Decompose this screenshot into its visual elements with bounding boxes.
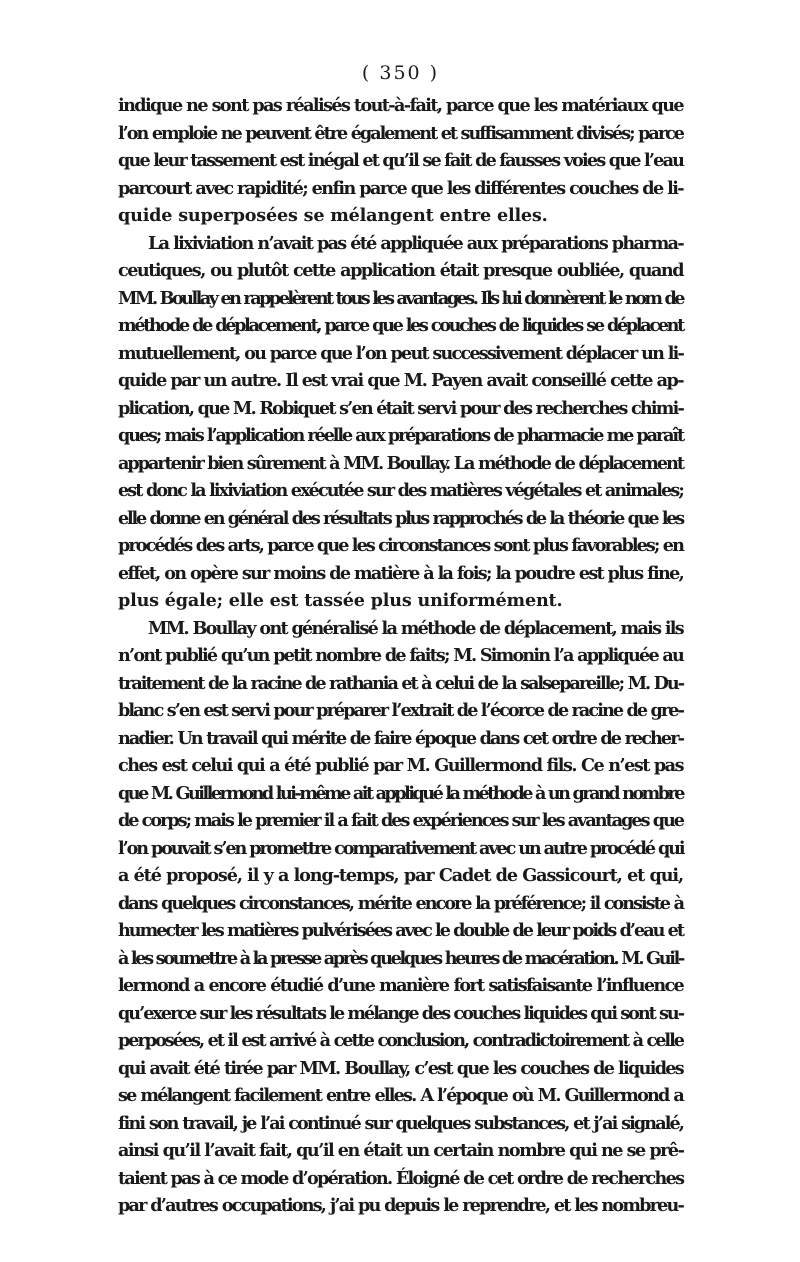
text-line: lermond a encore étudié d’une manière fort satisfaisante l’influence <box>118 975 683 996</box>
text-line: de corps; mais le premier il a fait des expériences sur les avantages que <box>118 810 683 831</box>
text-line: qu’exerce sur les résultats le mélange des couches liquides qui sont su- <box>118 1002 683 1024</box>
text-line: elle donne en général des résultats plus rapprochés de la théorie que les <box>118 507 683 529</box>
text-line: humecter les matières pulvérisées avec le double de leur poids d’eau et <box>118 920 683 941</box>
text-line: a été proposé, il y a long-temps, par Cadet de Gassicourt, et qui, <box>118 865 683 886</box>
text-line: l’on pouvait s’en promettre comparativement avec un autre procédé qui <box>118 837 684 859</box>
text-line: se mélangent facilement entre elles. A l’époque où M. Guillermond a <box>118 1085 683 1106</box>
text-line: MM. Boullay ont généralisé la méthode de déplacement, mais ils <box>148 617 683 639</box>
text-line: fini son travail, je l’ai continué sur quelques substances, et j’ai signalé, <box>118 1112 683 1134</box>
text-line: quide par un autre. Il est vrai que M. Payen avait conseillé cette ap- <box>118 370 684 391</box>
text-line: à les soumettre à la presse après quelques heures de macération. M. Guil- <box>118 947 684 969</box>
text-line: appartenir bien sûrement à MM. Boullay. La méthode de déplacement <box>118 452 683 474</box>
text-line: La lixiviation n’avait pas été appliquée aux préparations pharma- <box>148 232 683 254</box>
text-line: qui avait été tirée par MM. Boullay, c’est que les couches de liquides <box>118 1057 683 1079</box>
text-line: quide superposées se mélangent entre elles. <box>118 205 548 226</box>
text-line: ques; mais l’application réelle aux préparations de pharmacie me paraît <box>118 425 683 446</box>
text-line: taient pas à ce mode d’opération. Éloigné de cet ordre de recherches <box>118 1167 684 1189</box>
text-line: méthode de déplacement, parce que les couches de liquides se déplacent <box>118 315 683 336</box>
text-line: ainsi qu’il l’avait fait, qu’il en était un certain nombre qui ne se prê- <box>118 1140 684 1161</box>
text-line: indique ne sont pas réalisés tout-à-fait, parce que les matériaux que <box>118 95 683 116</box>
text-line: plus égale; elle est tassée plus uniformément. <box>118 590 563 611</box>
text-line: MM. Boullay en rappelèrent tous les avantages. Ils lui donnèrent le nom de <box>118 287 683 309</box>
text-line: dans quelques circonstances, mérite encore la préférence; il consiste à <box>118 892 683 914</box>
text-line: nadier. Un travail qui mérite de faire époque dans cet ordre de recher- <box>118 727 683 749</box>
text-line: est donc la lixiviation exécutée sur des matières végétales et animales; <box>118 480 683 501</box>
text-line: ceutiques, ou plutôt cette application était presque oubliée, quand <box>118 260 683 281</box>
text-line: ches est celui qui a été publié par M. Guillermond fils. Ce n’est pas <box>118 755 683 776</box>
text-line: plication, que M. Robiquet s’en était servi pour des recherches chimi- <box>118 397 683 419</box>
text-line: parcourt avec rapidité; enfin parce que les différentes couches de li- <box>118 177 683 199</box>
text-line: perposées, et il est arrivé à cette conclusion, contradictoirement à celle <box>118 1030 683 1051</box>
text-line: traitement de la racine de rathania et à celui de la salsepareille; M. Du- <box>118 672 683 694</box>
text-line: n’ont publié qu’un petit nombre de faits; M. Simonin l’a appliquée au <box>118 645 683 666</box>
text-line: que leur tassement est inégal et qu’il se fait de fausses voies que l’eau <box>118 150 684 171</box>
text-line: que M. Guillermond lui-même ait appliqué la méthode à un grand nombre <box>118 782 683 804</box>
book-page <box>118 58 683 1220</box>
page-number: ( 350 ) <box>361 62 440 84</box>
text-line: procédés des arts, parce que les circonstances sont plus favorables; en <box>118 535 683 556</box>
text-line: blanc s’en est servi pour préparer l’extrait de l’écorce de racine de gre- <box>118 700 683 721</box>
text-line: l’on emploie ne peuvent être également et suffisamment divisés; parce <box>118 122 683 144</box>
text-line: effet, on opère sur moins de matière à la fois; la poudre est plus fine, <box>118 562 683 584</box>
body-text <box>118 92 683 1220</box>
text-line: par d’autres occupations, j’ai pu depuis le reprendre, et les nombreu- <box>118 1195 683 1216</box>
text-line: mutuellement, ou parce que l’on peut successivement déplacer un li- <box>118 342 683 364</box>
